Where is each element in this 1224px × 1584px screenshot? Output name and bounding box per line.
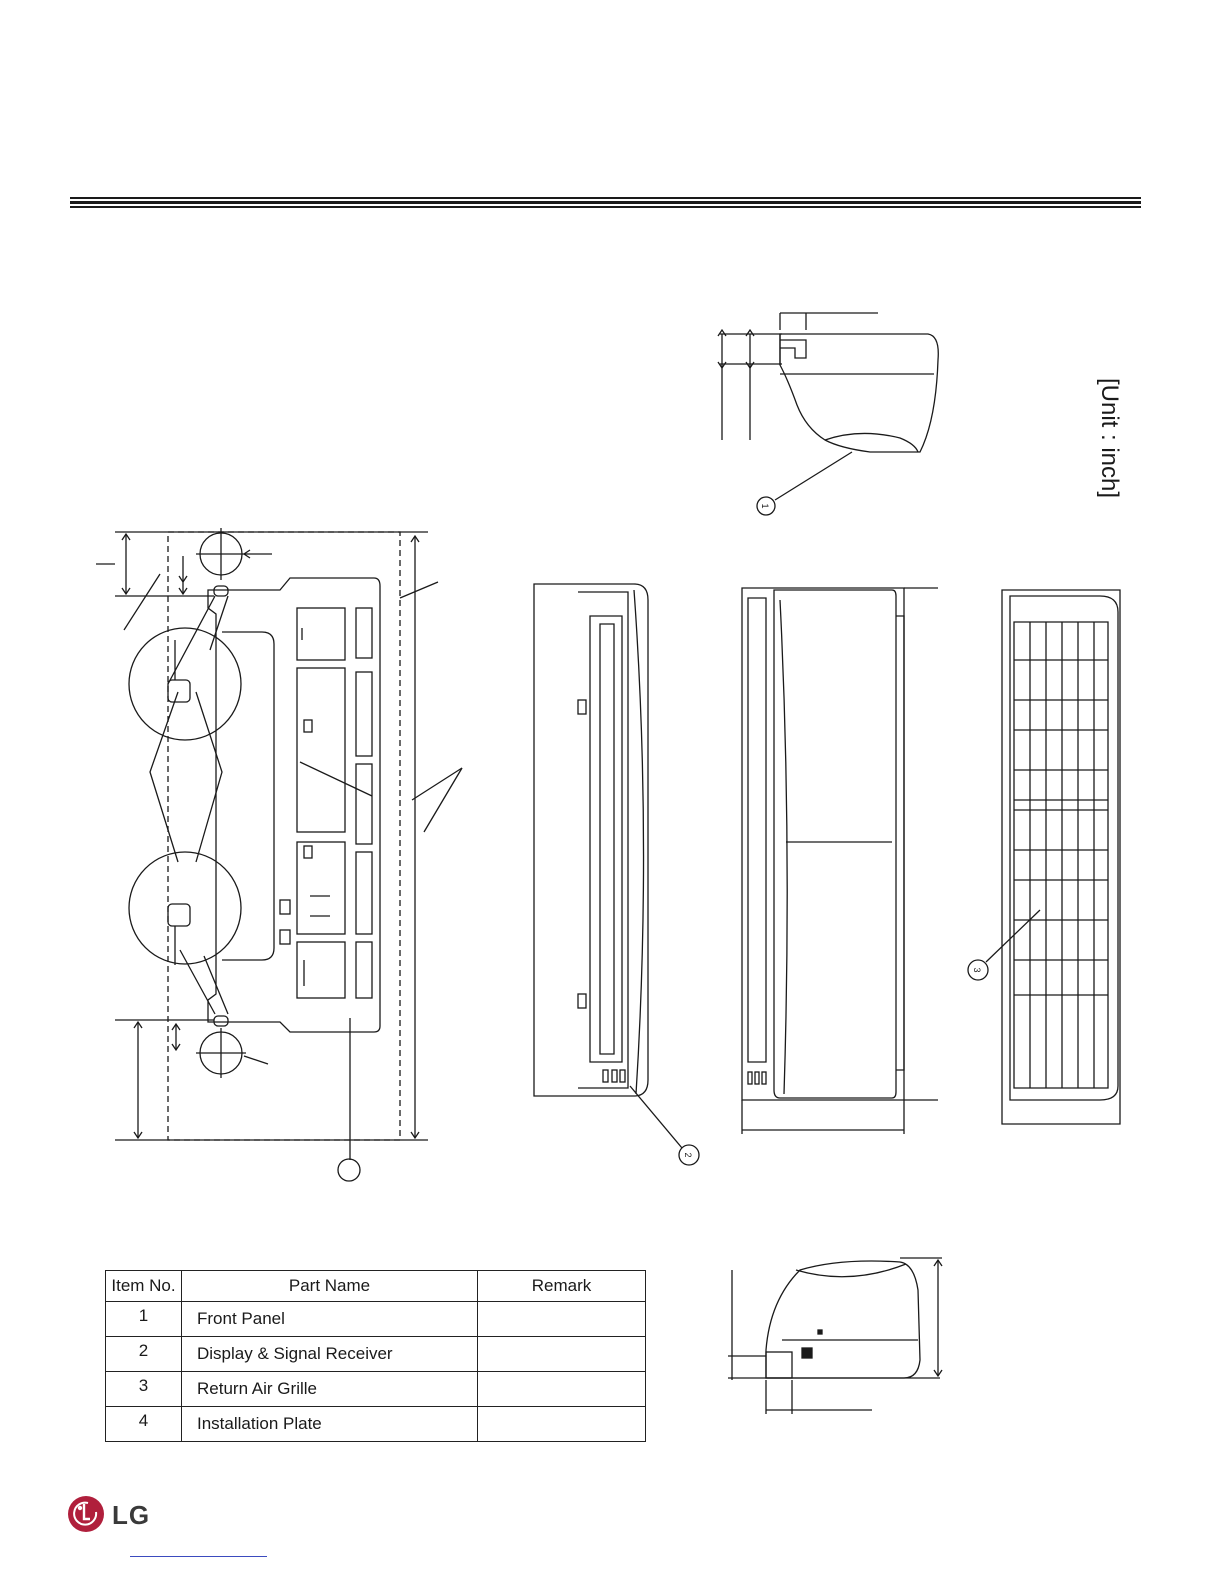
front-view [742, 588, 938, 1134]
table-row [106, 1337, 646, 1372]
part-remark [478, 1302, 646, 1337]
side-profile-view [534, 584, 699, 1165]
lg-logo-icon [68, 1496, 104, 1532]
part-name: Front Panel [182, 1302, 478, 1337]
rear-view [968, 590, 1120, 1124]
part-remark [478, 1407, 646, 1442]
item-number: 4 [106, 1407, 182, 1442]
item-number: 2 [106, 1337, 182, 1372]
part-name: Installation Plate [182, 1407, 478, 1442]
table-row [106, 1302, 646, 1337]
item-number: 3 [106, 1372, 182, 1407]
parts-table-header [106, 1271, 646, 1302]
header-part-name: Part Name [182, 1271, 478, 1302]
bottom-side-view [728, 1258, 942, 1414]
header-item-no: Item No. [106, 1271, 182, 1302]
part-name: Display & Signal Receiver [182, 1337, 478, 1372]
lg-logo-text: LG [112, 1500, 151, 1530]
lg-logo [68, 1496, 168, 1536]
top-side-view [718, 313, 938, 515]
callout-2-label: 2 [683, 1152, 693, 1158]
header-remark: Remark [478, 1271, 646, 1302]
part-remark [478, 1337, 646, 1372]
callout-3-label: 3 [972, 967, 982, 973]
table-row [106, 1407, 646, 1442]
installation-plate-view [96, 528, 462, 1181]
unit-label: [Unit : inch] [1096, 378, 1123, 499]
part-remark [478, 1372, 646, 1407]
parts-table [105, 1270, 646, 1442]
part-name: Return Air Grille [182, 1372, 478, 1407]
footer-link-underline[interactable] [130, 1556, 267, 1557]
lg-face-icon [68, 1496, 104, 1532]
item-number: 1 [106, 1302, 182, 1337]
table-row [106, 1372, 646, 1407]
callout-1-label: 1 [760, 503, 770, 509]
